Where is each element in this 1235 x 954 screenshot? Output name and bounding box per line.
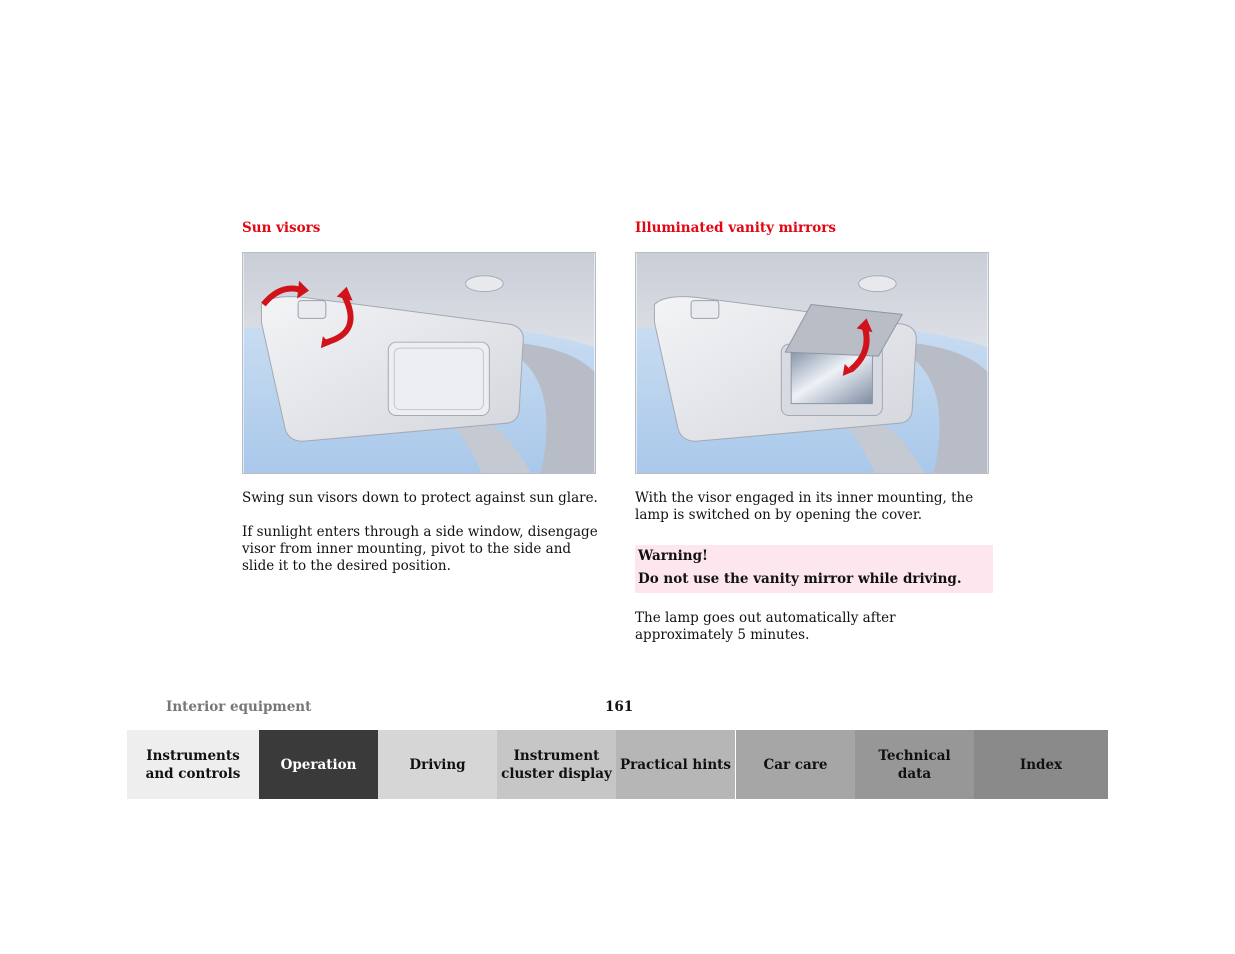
sun-visors-heading: Sun visors [242, 220, 321, 236]
nav-tab-index[interactable] [974, 730, 1108, 799]
nav-tab-operation[interactable] [259, 730, 378, 799]
warning-title: Warning! [638, 548, 708, 564]
footer-section-title: Interior equipment [166, 699, 312, 715]
warning-box [635, 545, 993, 593]
nav-tab-instrument-cluster-display[interactable] [497, 730, 616, 799]
vanity-mirrors-heading: Illuminated vanity mirrors [635, 220, 836, 236]
vanity-mirrors-paragraph-2: The lamp goes out automatically after approximately 5 minutes. [635, 610, 896, 643]
nav-tab-label: Instrument cluster display [501, 747, 612, 782]
nav-tab-instruments-and-controls[interactable] [127, 730, 259, 799]
nav-tab-label: Driving [409, 756, 466, 773]
sun-visor-illustration [242, 252, 596, 474]
nav-tab-car-care[interactable] [736, 730, 855, 799]
chapter-navigation [127, 730, 1108, 799]
warning-text: Do not use the vanity mirror while driving. [638, 571, 962, 587]
nav-tab-label: Car care [763, 756, 828, 773]
sun-visors-paragraph-2: If sunlight enters through a side window, disengage visor from inner mounting, pivot to the side and slide it to the desired position. [242, 524, 598, 574]
nav-tab-label: Instruments and controls [145, 747, 241, 782]
nav-tab-technical-data[interactable] [855, 730, 974, 799]
nav-tab-label: Technical data [878, 747, 951, 782]
page-number: 161 [605, 699, 634, 715]
sun-visors-paragraph-1: Swing sun visors down to protect against sun glare. [242, 490, 598, 506]
nav-tab-label: Practical hints [620, 756, 731, 773]
vanity-mirror-illustration [635, 252, 989, 474]
nav-tab-label: Index [1019, 756, 1063, 773]
vanity-mirrors-paragraph-1: With the visor engaged in its inner mounting, the lamp is switched on by opening the cover. [635, 490, 974, 523]
nav-tab-label: Operation [280, 756, 357, 773]
nav-tab-driving[interactable] [378, 730, 497, 799]
nav-tab-practical-hints[interactable] [616, 730, 736, 799]
